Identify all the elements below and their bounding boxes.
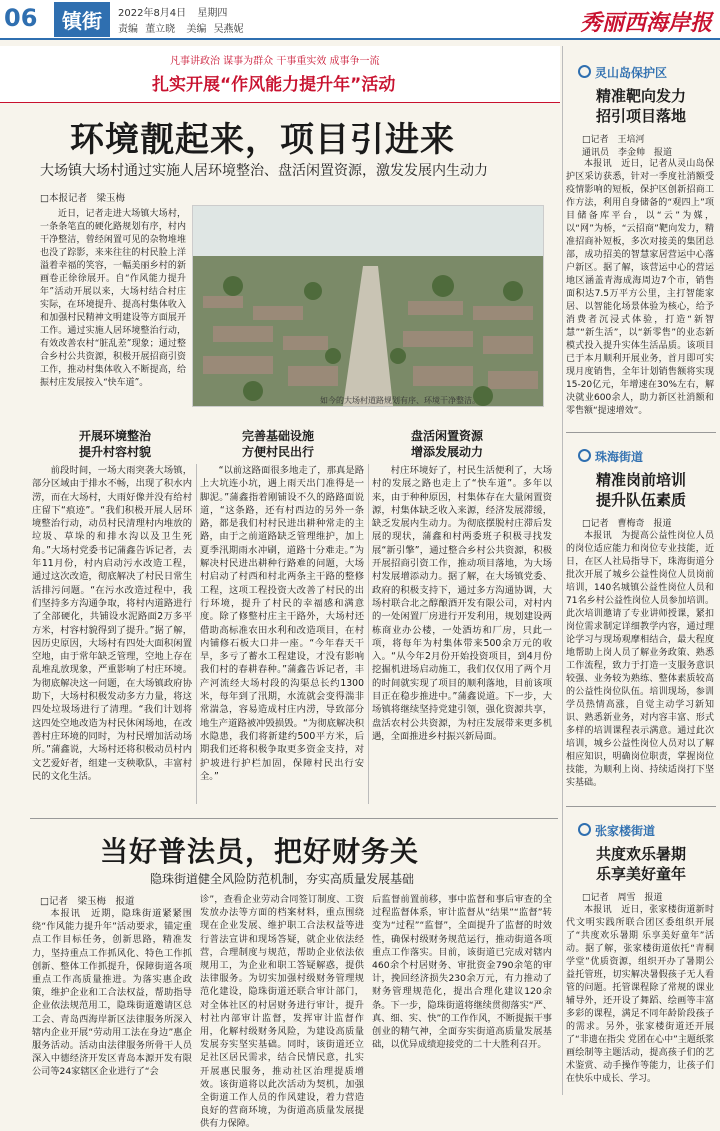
village-photo-image [193,206,543,406]
second-article-col3-text: 后监督前置前移，事中监督和事后审查的全过程监督体系，审计监督从“结果”“监督”转变为“过程”“监督”，全面提升了监督的时效性，确保村级财务规范运行，推动街道各项重点工作落实。目前，该街道已完成对辖内460余个村居财务、审批资金790余笔的审计，挽回经济损失230余万元，有力推动了财务管理规范化，提出合理化建议120余条。下一步，隐珠街道将继续贯彻落实“严、真、细、实、快”的工作作风，不断提振干事创业的精气神，全面夯实街道高质量发展基础，以优异成绩迎接党的二十大胜利召开。 [372,894,552,1051]
section-1-body [32,464,192,814]
issue-date-line [118,4,227,19]
story-separator [566,432,716,433]
section-3-heading [392,428,502,460]
second-article-col1-text: 本报讯 近期，隐珠街道紧紧围绕“作风能力提升年”活动要求，锚定重点工作目标任务，创新思路，精准发力，坚持重点工作抓风化、特色工作抓创新、整体工作抓提升，保障街道各项重点工作高质量推进。为落实惠企政策，维护企业和工合法权益，帮助指导企业依法规范用工，隐珠街道邀请区总工会、青岛西海岸新区法律服务所深入辖内企业开展“劳动用工法在身边”惠企服务活动。活动由法律服务所骨干人员深入中德经济开发区青岛本源开发有限公司等24家辖区企业进行了“会 [32,908,192,1078]
page-number: 06 [4,4,38,32]
section-3-body [372,464,552,814]
location-pin-icon [578,65,591,78]
second-article-col2-text: 诊”，查看企业劳动合同签订制度、工资发放办法等方面的档案材料，重点围绕现在企业发展、维护职工合法权益等进行普法宣讲和现场答疑，就企业依法经营，合理制度与规范，帮助企业依法依规用工，为企业和职工答疑解惑，提供法律服务。为切实加强村级财务管理规范化建设，隐珠街道还联合审计部门，对全体社区的村居财务进行审计，提升村社内部审计监督，发挥审计监督作用，化解村级财务风险，为建设高质量发展夯实坚实基础。同时，该街道还立足社区居民需求，结合民情民意，扎实开展惠民服务，推动社区治理提质增效。该街道将以此次活动为契机，加强全街道工作人员的作风建设，着力营造良好的营商环境，为街道高质量发展提供有力保障。 [200,894,364,1130]
story-1-location [578,64,667,81]
story-2-title-line2: 提升队伍素质 [595,491,686,509]
story-2-body [566,530,714,800]
second-article-col1 [32,907,192,1092]
issue-weekday: 星期四 [197,8,228,19]
story-1-byline1: □记者 王培河 [582,135,645,145]
second-article-col3 [372,893,552,1092]
location-pin-icon [578,823,591,836]
story-2-title-line1: 精准岗前培训 [595,471,686,489]
section-1-heading-line1: 开展环境整治 [78,429,151,443]
story-2-title [566,470,716,510]
section-2-text: “以前这路面很多地走了，那真是路上大坑连小坑，遇上雨天出门准得是一脚泥。”蒲鑫指着刚铺设不久的路路面说道，“这条路，还有村西边的另外一条路，都是我们村村民进出耕种常走的主路，由于之前道路缺乏管理维护，加上夏季汛期雨水冲刷，道路十分难走。”为解决村民进出耕种行路难的问题，大场村启动了村西和村北两条主干路的整修工程，这项工程投资大改善了村民的出行环境，提升了村民的幸福感和满意度。除了修整村庄主干路外，大场村还借助高标准农田水利和改造项目，在村内铺修石板大口井一座。“今年春天干旱，多亏了蓄水工程建设，才没有影响我们村的春耕春种。”蒲鑫告诉记者，丰产河流经大场村段的沟渠总长约1300米，每年到了汛期，水流就会变得湍非常湍急，容易造成村庄内涝，导致部分地生产道路被冲毁损毁。“为彻底解决积水隐患，我们将新建约500平方米，后期我们还将积极争取更多资金支持，对护坡进行护栏加固，保障村民出行安全。” [200,465,364,782]
section-label: 镇街 [54,2,110,37]
second-article-subtitle: 隐珠街道健全风险防范机制，夯实高质量发展基础 [150,872,415,886]
editor-label: 责编 [118,24,138,35]
village-aerial-photo [192,205,544,407]
main-article-lead: 近日，记者走进大场镇大场村，一条条笔直的硬化路规划有序，村内干净整洁，曾经闲置可见的杂物堆堆也没了踪影，来来往往的村民脸上洋溢着幸福的笑容，一幅美丽乡村的新画卷正徐徐展开。自“作风能力提升年”活动开展以来，大场村结合村庄实际，在环境提升、提高村集体收入和加强村民精神文明建设等方面展开工作。通过实施人居环境整治行动，有效改善农村“脏乱差”现象；通过整合乡村公共资源，积极开展招商引资工作，推动村集体收入不断提高，给振村庄发展按入“快车道”。 [40,209,186,388]
column-divider [196,464,197,804]
story-2-text: 本报讯 为提高公益性岗位人员的岗位适应能力和岗位专业技能，近日，在区人社局指导下，珠海街道分批次开展了城乡公益性岗位人员岗前培训，140名城镇公益性岗位人员和71名乡村公益性岗位人员参加培训。此次培训邀请了专业讲师授课，紧扣岗位需求制定详细教学内容，通过理论学习与现场观摩相结合，最大程度地帮助上岗人员了解业务政策、熟悉工作流程，致力于打造一支服务意识较强、业务较为熟练、整体素质较高的公益性岗位队伍。培训现场，参训学员热情高涨，自觉主动学习新知识、熟悉新业务，对内容丰富、形式多样的培训课程表示满意。通过此次培训，城乡公益性岗位人员对以了解相应知识，明确岗位职责，掌握岗位技能，为顺利上岗、持续适岗打下坚实基础。 [566,531,714,788]
campaign-activity-title: 扎实开展“作风能力提升年”活动 [152,75,396,95]
section-1-heading-line2: 提升村容村貌 [78,445,151,459]
location-pin-icon [578,449,591,462]
section-2-heading [223,428,333,460]
editor-line [118,20,244,35]
story-2-location [578,448,643,465]
section-2-body [200,464,364,814]
story-1-body [566,158,714,428]
story-separator [566,806,716,807]
story-3-text: 本报讯 近日，张家楼街道新时代文明实践所联合团区委组织开展了“共度欢乐暑期 乐享美好童年”活动。据了解，张家楼街道依托“青桐学堂”优质资源，组织开办了暑期公益托管班，切实解决暑假孩子无人看管的问题。托管课程除了常规的课业辅导外，还开设了舞蹈、绘画等丰富多彩的课程，满足不同年龄阶段孩子的需求。另外，张家楼街道还开展了“非遗在指尖 党团在心中”主题纸浆画绘制等主题活动，提高孩子们的艺术鉴赏、动手操作等能力，让孩子们在快乐中成长、学习。 [566,905,714,1084]
second-article-col2 [200,893,364,1130]
second-article-title: 当好普法员，把好财务关 [100,835,420,868]
story-1-title-line1: 精准靶向发力 [595,87,686,105]
column-divider [368,464,369,804]
article-separator [30,818,558,819]
story-3-location-label: 张家楼街道 [595,824,656,838]
main-article-title: 环境靓起来，项目引进来 [70,120,455,160]
story-1-title [566,86,716,126]
story-3-byline: □记者 周雪 报道 [582,893,663,903]
section-3-heading-line1: 盘活闲置资源 [410,429,483,443]
designer-label: 美编 [186,24,207,35]
campaign-slogan: 凡事讲政治 谋事为群众 干事重实效 成事争一流 [170,56,380,67]
story-3-body [566,904,714,1092]
story-1-title-line2: 招引项目落地 [595,107,686,125]
section-3-heading-line2: 增添发展动力 [410,445,483,459]
section-3-text: 村庄环境好了，村民生活便利了，大场村的发展之路也走上了“快车道”。多年以来，由于种种原因，村集体存在大量闲置资源，村集体缺乏收入来源，经济发展滞缓，缺乏发展内生动力。为彻底摆脱村庄滞后发展的现状，蒲鑫和村两委班子积极寻找发展“新引擎”，通过整合乡村公共资源，积极开展招商引资工作，推动项目落地，为大场村发展增添动力。据了解，在大场镇党委、政府的积极支持下，通过多方沟通协调，大场村联合北之醇酿酒开发有限公司，对村内的一处闲置厂房进行开发利用，规划建设两栋商业办公楼，一处酒坊和厂房，只此一项，将每年为村集体带来500余万元的收入。“从今年2月份开始投资项目，到4月份挖掘机进场启动施工，我们仅仅用了两个月的时间就实现了项目的顺利落地，目前该项目正在稳步推进中。”蒲鑫说道。下一步，大场镇将继续坚持党建引领，强化资源共享，盘活农村公共资源，为村庄发展带来更多机遇，全面推进乡村振兴新局面。 [372,465,552,742]
issue-date: 2022年8月4日 [118,8,187,19]
section-2-heading-line2: 方便村民出行 [241,445,314,459]
main-article-byline: □本报记者 梁玉梅 [40,193,125,204]
section-1-heading [60,428,170,460]
photo-caption: 如今的大场村道路规划有序、环境干净整洁。 [320,396,480,405]
story-1-byline2: 通讯员 李金帅 报道 [582,148,673,158]
editor-name: 董立晓 [145,24,176,35]
story-3-title-line2: 乐享美好童年 [595,865,686,883]
story-3-title-line1: 共度欢乐暑期 [595,845,686,863]
section-1-text: 前段时间，一场大雨突袭大场镇，部分区域由于排水不畅，出现了积水内涝，而在大场村，大雨好像并没有给村庄留下“痕迹”。“我们积极开展人居环境整治行动，动员村民清理村内堆放的垃圾、草垛的和排水沟以及卫生死角。”大场村党委书记蒲鑫告诉记者，去年11月份，村内启动污水改造工程，通过这次改造，彻底解决了村民日常生活排污问题。“在污水改造过程中，我们坚持多方沟通争取，将村内道路进行了全部硬化，共铺设水泥路面2万多平方米，村容村貌得到了提升。”据了解，因历史原因，大场村有四处大面积闲置空地，由于常年缺乏管理，空地上存在乱堆乱放现象，严重影响了村庄环境。为彻底解决这一问题，在大场镇政府协助下，大场村积极发动多方力量，将这四处垃圾场进行了清理。“我们计划将这四处空地改造为村民休闲场地，在改善村庄环境的同时，为村民增加活动场所。”蒲鑫说，大场村还将积极动员村内文艺爱好者，组建一支秧歌队，丰富村民的文化生活。 [32,465,192,782]
page-header [0,0,720,40]
story-3-title [566,844,716,884]
main-article-lead-box [40,208,186,398]
paper-logo: 秀丽西海岸报 [579,10,712,36]
story-1-location-label: 灵山岛保护区 [595,66,668,80]
story-1-text: 本报讯 近日，记者从灵山岛保护区采访获悉，针对一季度社消额受疫情影响的短板，保护区创新招商工作方法，利用自身储备的“观四上”项目储备库平台，以“云”为媒，以“网”为桥，“云招商”靶向发力，精准招商补短板，多次对接美的集团总部，成功招美的智慧家居营运中心落户新区。据了解，该营运中心的营运地区涵盖青海成海周边7个市，销售面积达7.5万平方公里，主打智能家居、以智能化场景体验为核心，给予消费者沉浸式体验，打造“新智慧”“新生活”，以“新零售”的业态新模式投入提升实体生活品质。该项目已于本月顺利开展业务，首月即可实现月度销售，全年计划销售额将实现15-20亿元，年增速在30%左右，解决就业600余人，助力新区社消额和零售额“提速增效”。 [566,159,714,416]
main-article-subtitle: 大场镇大场村通过实施人居环境整治、盘活闲置资源，激发发展内生动力 [40,163,488,179]
story-2-byline: □记者 曹梅奇 报道 [582,519,672,529]
section-2-heading-line1: 完善基础设施 [241,429,314,443]
second-article-byline: □记者 梁玉梅 报道 [40,896,135,907]
story-3-location [578,822,655,839]
designer-name: 吴燕妮 [213,24,244,35]
story-2-location-label: 珠海街道 [595,450,644,464]
